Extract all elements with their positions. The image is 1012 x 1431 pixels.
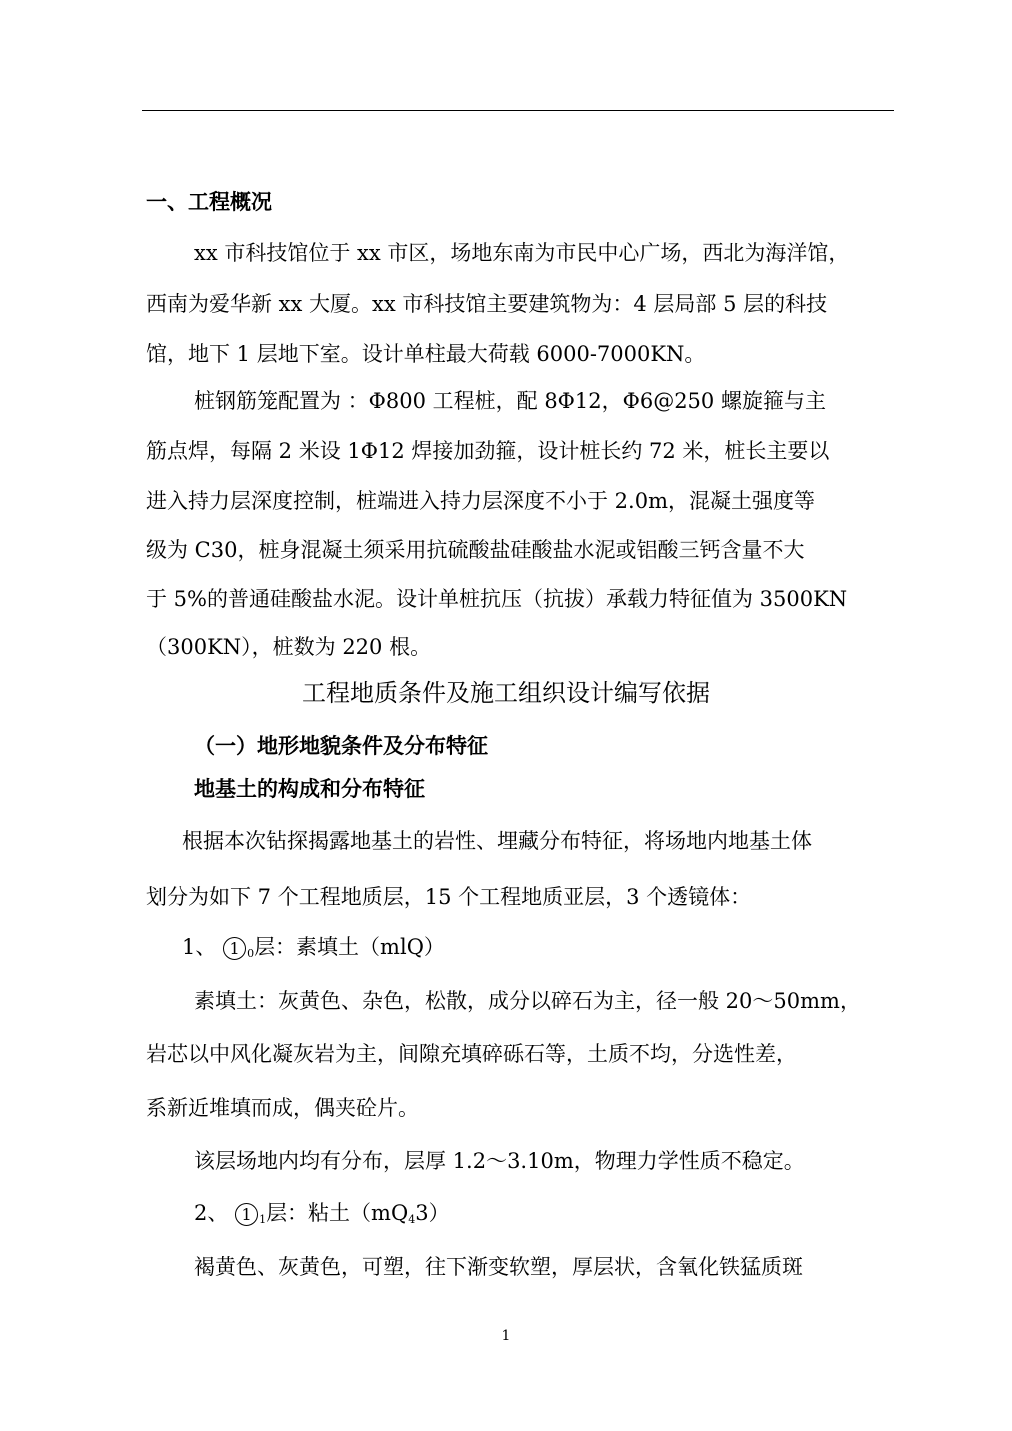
section-title: 工程地质条件及施工组织设计编写依据 bbox=[302, 679, 710, 707]
paragraph-line: 筋点焊，每隔 2 米设 1Φ12 焊接加劲箍，设计桩长约 72 米，桩长主要以 bbox=[146, 439, 830, 463]
layer-label: 层：素填土（mlQ） bbox=[254, 935, 445, 959]
paragraph-line: 级为 C30，桩身混凝土须采用抗硫酸盐硅酸盐水泥或铝酸三钙含量不大 bbox=[146, 538, 805, 562]
circled-number: 1 bbox=[223, 937, 246, 960]
subscript: 1 bbox=[259, 1213, 267, 1226]
layer-heading bbox=[182, 934, 932, 967]
subsection-heading: （一）地形地貌条件及分布特征 bbox=[194, 734, 488, 758]
header-rule bbox=[142, 110, 894, 111]
paragraph-line: 系新近堆填而成，偶夹砼片。 bbox=[146, 1096, 419, 1120]
layer-heading bbox=[194, 1200, 944, 1233]
paragraph-line: 该层场地内均有分布，层厚 1.2～3.10m，物理力学性质不稳定。 bbox=[194, 1149, 805, 1173]
subscript: 0 bbox=[247, 947, 255, 960]
paragraph-line: 划分为如下 7 个工程地质层，15 个工程地质亚层，3 个透镜体： bbox=[146, 885, 752, 909]
paragraph-line: 西南为爱华新 xx 大厦。xx 市科技馆主要建筑物为：4 层局部 5 层的科技 bbox=[146, 292, 828, 316]
paragraph-line: 桩钢筋笼配置为 ：Φ800 工程桩，配 8Φ12，Φ6@250 螺旋箍与主 bbox=[194, 389, 826, 413]
paragraph-line: xx 市科技馆位于 xx 市区，场地东南为市民中心广场，西北为海洋馆， bbox=[194, 241, 850, 265]
paragraph-line: 馆，地下 1 层地下室。设计单柱最大荷载 6000-7000KN。 bbox=[146, 342, 706, 366]
paragraph-line: 素填土：灰黄色、杂色，松散，成分以碎石为主，径一般 20～50mm， bbox=[194, 989, 861, 1013]
layer-label-tail: 3） bbox=[415, 1201, 450, 1225]
paragraph-line: 根据本次钻探揭露地基土的岩性、埋藏分布特征，将场地内地基土体 bbox=[182, 829, 812, 853]
layer-number: 2、 bbox=[194, 1201, 229, 1225]
paragraph-line: 褐黄色、灰黄色，可塑，往下渐变软塑，厚层状，含氧化铁猛质斑 bbox=[194, 1255, 803, 1279]
paragraph-line: 岩芯以中风化凝灰岩为主，间隙充填碎砾石等，土质不均，分选性差， bbox=[146, 1042, 797, 1066]
page-number: 1 bbox=[501, 1328, 511, 1344]
layer-label: 层：粘土（mQ bbox=[266, 1201, 409, 1225]
layer-number: 1、 bbox=[182, 935, 217, 959]
circled-number: 1 bbox=[235, 1203, 258, 1226]
subscript: 4 bbox=[408, 1213, 416, 1226]
subsection-heading: 地基土的构成和分布特征 bbox=[194, 777, 425, 801]
paragraph-line: 于 5%的普通硅酸盐水泥。设计单桩抗压（抗拔）承载力特征值为 3500KN bbox=[146, 587, 848, 611]
section-heading: 一、工程概况 bbox=[146, 190, 272, 214]
paragraph-line: （300KN），桩数为 220 根。 bbox=[146, 635, 432, 659]
paragraph-line: 进入持力层深度控制，桩端进入持力层深度不小于 2.0m，混凝土强度等 bbox=[146, 489, 815, 513]
